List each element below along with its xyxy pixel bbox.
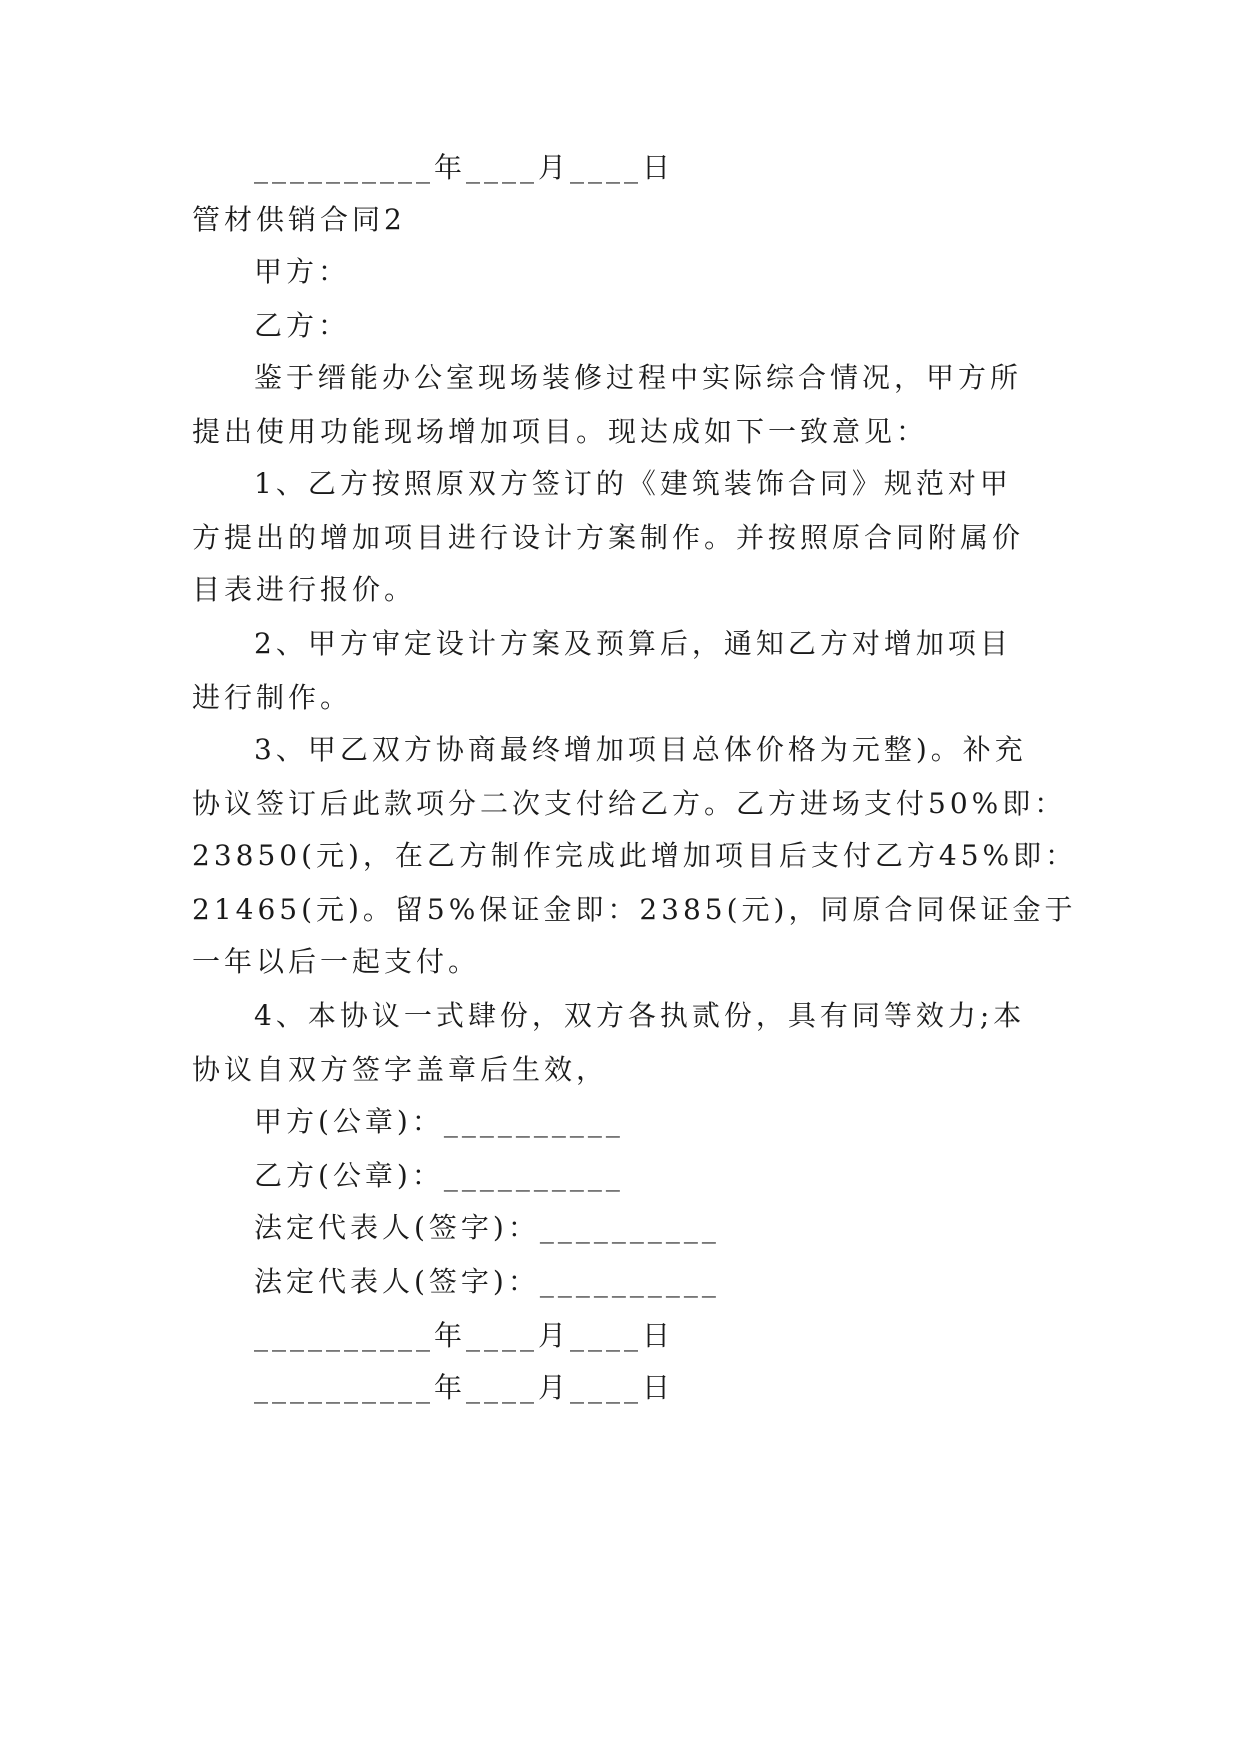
signature-legal-rep: 法定代表人(签字)：__________ (254, 1211, 720, 1244)
item-4-line: 4、本协议一式肆份，双方各执贰份，具有同等效力;本 (254, 999, 1026, 1032)
signature-party-b: 乙方(公章)：__________ (254, 1159, 624, 1192)
item-3-line: 21465(元)。留5%保证金即：2385(元)，同原合同保证金于 (192, 893, 1077, 926)
item-3-line: 23850(元)，在乙方制作完成此增加项目后支付乙方45%即： (192, 839, 1078, 872)
intro-paragraph-line: 鉴于缙能办公室现场装修过程中实际综合情况，甲方所 (254, 361, 1023, 394)
item-1-line: 方提出的增加项目进行设计方案制作。并按照原合同附属价 (192, 521, 1025, 554)
top-date-line: __________年____月____日 (254, 151, 675, 184)
item-4-line: 协议自双方签字盖章后生效， (192, 1053, 609, 1086)
item-3-line: 3、甲乙双方协商最终增加项目总体价格为元整)。补充 (254, 733, 1027, 766)
date-line: __________年____月____日 (254, 1319, 675, 1352)
item-2-line: 2、甲方审定设计方案及预算后，通知乙方对增加项目 (254, 627, 1012, 660)
party-a-label: 甲方： (254, 255, 351, 288)
party-b-label: 乙方： (254, 309, 351, 342)
intro-paragraph-line: 提出使用功能现场增加项目。现达成如下一致意见： (192, 415, 929, 448)
signature-party-a: 甲方(公章)：__________ (254, 1105, 624, 1138)
signature-legal-rep: 法定代表人(签字)：__________ (254, 1265, 720, 1298)
item-3-line: 一年以后一起支付。 (192, 945, 481, 978)
item-2-line: 进行制作。 (192, 681, 353, 714)
date-line: __________年____月____日 (254, 1371, 675, 1404)
document-title: 管材供销合同2 (192, 203, 406, 236)
item-1-line: 目表进行报价。 (192, 573, 417, 606)
item-1-line: 1、乙方按照原双方签订的《建筑装饰合同》规范对甲 (254, 467, 1012, 500)
item-3-line: 协议签订后此款项分二次支付给乙方。乙方进场支付50%即： (192, 787, 1067, 820)
